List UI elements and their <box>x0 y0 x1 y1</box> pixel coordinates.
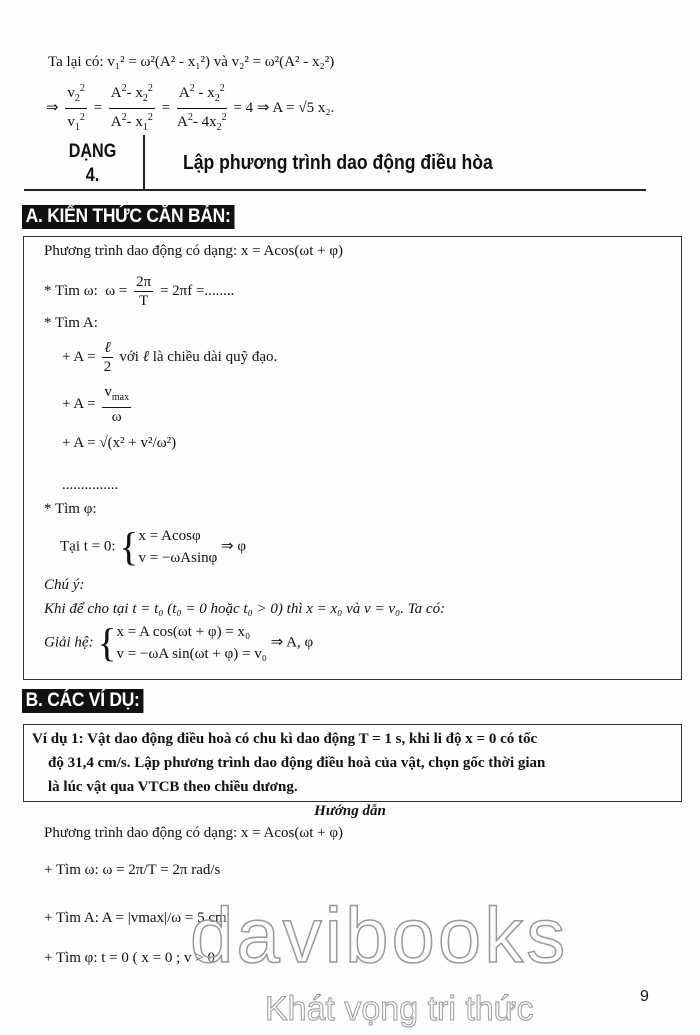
page-number: 9 <box>640 988 649 1005</box>
example-line: là lúc vật qua VTCB theo chiều dương. <box>48 779 298 795</box>
divider <box>143 135 145 190</box>
ellipsis: ............... <box>62 477 119 493</box>
example-box <box>23 724 682 802</box>
example-line: độ 31,4 cm/s. Lập phương trình dao động điều hoà của vật, chọn gốc thời gian <box>48 755 546 771</box>
ratio-formula: ⇒ $\frac{v_2^2}{v_1^2}$ = $\frac{A^2- x_2^2}{A^2- x_1^2}$ = $\frac{A^2 - x_2^2}{A^2- 4x_2^2}$ = 4 ⇒ A = √5 x₂. <box>46 80 334 137</box>
section-b-heading: B. CÁC VÍ DỤ: <box>22 689 143 713</box>
guide-line-3: + Tìm A: A = |vmax|/ω = 5 cm <box>44 910 227 926</box>
dang-label: DẠNG 4. <box>68 141 117 186</box>
general-equation: Phương trình dao động có dạng: x = Acos(ωt + φ) <box>44 243 343 259</box>
guide-line-4: + Tìm φ: t = 0 ( x = 0 ; v > 0 <box>44 950 215 966</box>
dang-title: Lập phương trình dao động điều hòa <box>183 152 493 174</box>
guide-line-1: Phương trình dao động có dạng: x = Acos(ωt + φ) <box>44 825 343 841</box>
phi-system: Tại t = 0: { x = Acosφ v = −ωAsinφ ⇒ φ <box>60 524 247 569</box>
a-formula-2: + A = $\frac{v_{max}}{\omega}$ <box>62 384 130 425</box>
find-a: * Tìm A: <box>44 315 98 331</box>
find-omega: * Tìm ω: ω = $\frac{2\pi}{T}$ = 2πf =........ <box>44 274 235 309</box>
a-formula-1: + A = $\frac{\text{ℓ}}{2}$ với ℓ là chiều dài quỹ đạo. <box>62 340 278 375</box>
a-formula-3: + A = √(x² + v²/ω²) <box>62 435 177 451</box>
section-a-heading: A. KIẾN THỨC CĂN BẢN: <box>22 205 234 229</box>
section-a-box <box>23 236 682 680</box>
rule <box>24 189 646 191</box>
guide-title: Hướng dẫn <box>314 803 386 819</box>
watermark-slogan: Khát vọng tri thức <box>265 990 534 1028</box>
find-phi: * Tìm φ: <box>44 501 97 517</box>
note-text: Khi để cho tại t = t₀ (t₀ = 0 hoặc t₀ > 0) thì x = x₀ và v = v₀. Ta có: <box>44 601 446 617</box>
watermark-brand: davibooks <box>190 891 569 979</box>
example-line: Ví dụ 1: Vật dao động điều hoà có chu kì dao động T = 1 s, khi li độ x = 0 có tốc <box>32 731 538 747</box>
note-title: Chú ý: <box>44 577 85 593</box>
intro-line: Ta lại có: v₁² = ω²(A² - x₁²) và v₂² = ω²(A² - x₂²) <box>48 54 335 70</box>
solve-system: Giải hệ: { x = A cos(ωt + φ) = x₀ v = −ωA sin(ωt + φ) = v₀ ⇒ A, φ <box>44 620 314 665</box>
guide-line-2: + Tìm ω: ω = 2π/T = 2π rad/s <box>44 862 221 878</box>
